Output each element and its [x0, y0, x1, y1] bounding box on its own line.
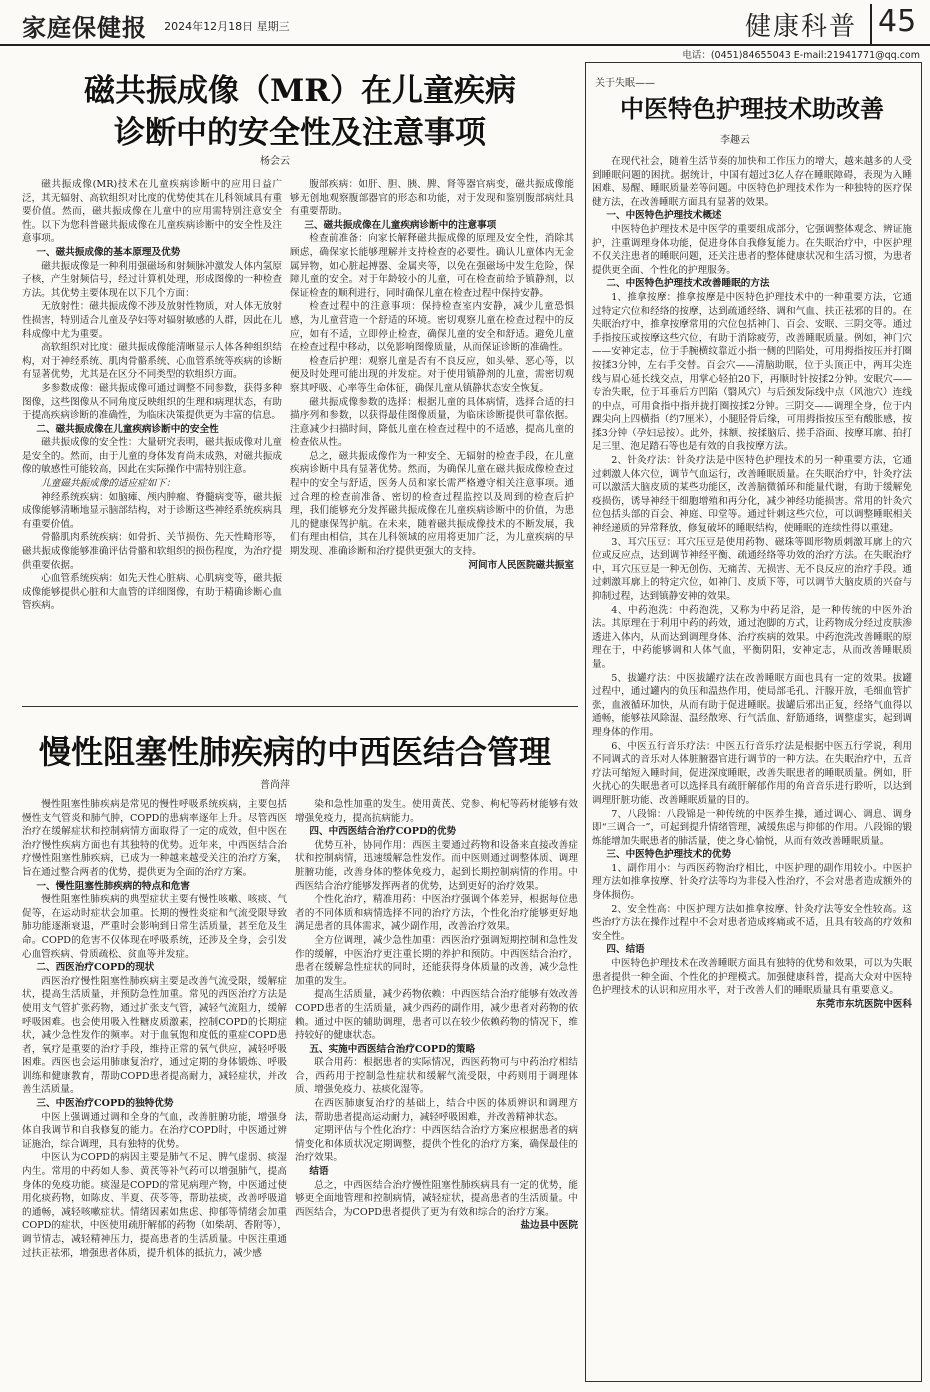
- article1-author: 杨会云: [260, 156, 290, 167]
- source-line: 东莞市东坑医院中医科: [816, 998, 912, 1010]
- section-heading: 结语: [309, 1166, 329, 1178]
- paragraph: 神经系统疾病：如脑瘫、颅内肿瘤、脊髓病变等，磁共振成像能够清晰地显示脑部结构，对于诊断这些神经系统疾病具有重要价值。: [22, 491, 282, 530]
- paragraph: 优势互补，协同作用：西医主要通过药物和设备来直接改善症状和控制病情，迅速缓解急性发作。而中医则通过调整体质、调理脏腑功能，改善身体的整体免疫力，起到长期控制病情的作用。中西医结合治疗能够发挥两者的优势，达到更好的治疗效果。: [295, 839, 578, 892]
- article1-column2: [290, 178, 574, 703]
- subheading: 儿童磁共振成像的适应症如下：: [41, 478, 176, 490]
- section-heading: 五、实施中西医结合治疗COPD的策略: [309, 1043, 476, 1055]
- paragraph: 1、推拿按摩：推拿按摩是中医特色护理技术中的一种重要方法，它通过特定穴位和经络的按摩，达到疏通经络、调和气血、扶正祛邪的目的。在失眠治疗中，推拿按摩常用的穴位包括神门、百会、安眠、三阴交等。通过手指按压或按摩这些穴位，有助于消除疲劳，改善睡眠质量。例如，神门穴——安神定志，位于手腕横纹靠近小指一侧的凹陷处，可用拇指按压并打圈按揉3分钟，左右手交替。百会穴——清脑助眠，位于头顶正中，两耳尖连线与眉心延长线交点，用掌心轻拍20下，再顺时针按揉2分钟。安眠穴——专治失眠，位于耳垂后方凹陷（翳风穴）与后颈发际线中点（风池穴）连线的中点，可用食指中指并拢打圈按揉2分钟。三阴交——调理全身，位于内踝尖向上四横指（约7厘米），小腿胫骨后缘，可用拇指按压至有酸胀感，按揉3分钟（孕妇忌按）。此外，抹额、按揉脑后、搓手浴面、按摩耳廓、拍打足三里、泡足踏石等也是有效的自我按摩方法。: [592, 291, 912, 453]
- paragraph: 西医治疗慢性阻塞性肺疾病主要是改善气流受限，缓解症状，提高生活质量，并预防急性加重。常见的西医治疗方法是使用支气管扩张药物，通过扩张支气管，减轻气流阻力，缓解呼吸困难。也会使用吸入性糖皮质激素，控制COPD的长期症状，减少急性发作的频率。对于血氧饱和度低的重症COPD患者，氧疗是重要的治疗手段，维持正常的氧气供应，减轻呼吸困难。西医也会运用肺康复治疗，通过定期的身体锻炼、呼吸训练和健康教育，帮助COPD患者提高耐力，减轻症状，并改善生活质量。: [22, 975, 287, 1096]
- article3-kicker: 关于失眠——: [595, 78, 655, 89]
- article2-title: 慢性阻塞性肺疾病的中西医结合管理: [38, 733, 551, 771]
- paragraph: 磁共振成像是一种利用强磁场和射频脉冲激发人体内氢原子核，产生射频信号，经过计算机处理，形成图像的一种检查方法。其优势主要体现在以下几个方面：: [22, 260, 282, 299]
- contact-info: 电话：(0451)84655043 E-mail:21941771@qq.com: [682, 50, 920, 61]
- paragraph: 提高生活质量，减少药物依赖：中西医结合治疗能够有效改善COPD患者的生活质量，减少西药的副作用，减少患者对药物的依赖。通过中医的辅助调理，患者可以在较少依赖药物的情况下，维持较好的健康状态。: [295, 989, 578, 1042]
- source-line: 盐边县中医院: [520, 1220, 578, 1232]
- paragraph: 中医上强调通过调和全身的气血，改善脏腑功能，增强身体自我调节和自我修复的能力。在治疗COPD时，中医通过辨证施治，综合调理，具有独特的优势。: [22, 1111, 287, 1150]
- paragraph: 无放射性：磁共振成像不涉及放射性物质，对人体无放射性损害，特别适合儿童及孕妇等对辐射敏感的人群，因此在儿科成像中尤为重要。: [22, 301, 282, 340]
- paragraph: 6、中医五行音乐疗法：中医五行音乐疗法是根据中医五行学说，利用不同调式的音乐对人体脏腑器官进行调节的一种方法。在失眠治疗中，五音疗法可缩短入睡时间，促进深度睡眠，改善失眠患者的睡眠质量。例如，肝火扰心的失眠患者可以选择具有疏肝解郁作用的角音音乐进行聆听，以达到调理肝脏功能、改善睡眠质量的目的。: [592, 740, 912, 806]
- section-heading: 二、中医特色护理技术改善睡眠的方法: [606, 278, 770, 290]
- section-heading: 三、中医特色护理技术的优势: [606, 849, 732, 861]
- newspaper-name: 家庭保健报: [22, 13, 147, 42]
- issue-date: 2024年12月18日 星期三: [164, 19, 290, 33]
- paragraph: 中医特色护理技术在改善睡眠方面具有独特的优势和效果，可以为失眠患者提供一种全面、个性化的护理模式。加强健康科普，提高大众对中医特色护理技术的认识和应用水平，对于改善人们的睡眠质量具有重要意义。: [592, 958, 912, 997]
- article1-column1: [22, 178, 282, 703]
- paragraph: 磁共振成像参数的选择：根据儿童的具体病情，选择合适的扫描序列和参数，以获得最佳图像质量，为临床诊断提供可靠依据。注意减少扫描时间，降低儿童在检查过程中的不适感，提高儿童的检查依从性。: [290, 396, 574, 449]
- paragraph: 4、中药泡洗：中药泡洗，又称为中药足浴，是一种传统的中医外治法。其原理在于利用中药的药效，通过泡脚的方式，让药物成分经过皮肤渗透进入体内，从而达到调理身体、治疗疾病的效果。中药泡洗改善睡眠的原理在于，中药能够调和人体气血，平衡阴阳，安神定志，从而改善睡眠质量。: [592, 604, 912, 670]
- paragraph: 染和急性加重的发生。使用黄芪、党参、枸杞等药材能够有效增强免疫力，提高抗病能力。: [295, 799, 578, 824]
- paragraph: 2、安全性高：中医护理方法如推拿按摩、针灸疗法等安全性较高。这些治疗方法在操作过程中不会对患者造成疼痛或不适，且具有较高的疗效和安全性。: [592, 903, 912, 942]
- paragraph: 定期评估与个性化治疗：中西医结合治疗方案应根据患者的病情变化和体质状况定期调整，提供个性化的治疗方案，确保最佳的治疗效果。: [295, 1125, 578, 1164]
- paragraph: 中医认为COPD的病因主要是肺气不足、脾气虚弱、痰湿内生。常用的中药如人参、黄芪等补气药可以增强肺气，提高身体的免疫功能。痰湿是COPD的常见病理产物，中医通过使用化痰药物，如陈皮、半夏、茯苓等，帮助祛痰，改善呼吸道的通畅，减轻咳嗽症状。情绪因素如焦虑、抑郁等情绪会加重COPD的症状，中医使用疏肝解郁的药物（如柴胡、香附等），调节情志，减轻精神压力，提高患者的生活质量。中医注重通过扶正祛邪，增强患者体质，提升机体的抵抗力，减少感: [22, 1152, 287, 1259]
- paragraph: 全方位调理，减少急性加重：西医治疗强调短期控制和急性发作的缓解，中医治疗更注重长期的养护和预防。中西医结合治疗，患者在缓解急性症状的同时，还能获得身体质量的改善，减少急性加重的发生。: [295, 934, 578, 987]
- section-heading: 一、中医特色护理技术概述: [606, 210, 722, 222]
- paragraph: 检查过程中的注意事项：保持检查室内安静，减少儿童恐惧感，为儿童营造一个舒适的环境。密切观察儿童在检查过程中的反应，如有不适，立即停止检查，确保儿童的安全和舒适。避免儿童在检查过程中移动，以免影响图像质量，从而保证诊断的准确性。: [290, 301, 574, 354]
- paragraph: 检查前准备：向家长解释磁共振成像的原理及安全性，消除其顾虑，确保家长能够理解并支持检查的必要性。确认儿童体内无金属异物，如心脏起搏器、金属夹等，以免在强磁场中发生危险，保障儿童的安全。对于年龄较小的儿童，可在检查前给予镇静剂，以保证检查的顺利进行，同时确保儿童在检查过程中保持安静。: [290, 233, 574, 299]
- paragraph: 心血管系统疾病：如先天性心脏病、心肌病变等，磁共振成像能够提供心脏和大血管的详细图像，有助于精确诊断心血管疾病。: [22, 573, 282, 612]
- section-heading: 四、结语: [606, 944, 645, 956]
- paragraph: 7、八段锦：八段锦是一种传统的中医养生操，通过调心、调息、调身即“三调合一”，可起到提升情绪管理，减缓焦虑与抑郁的作用。八段锦的锻炼能增加失眠患者的肺活量，使之身心愉悦，从而有效改善睡眠质量。: [592, 808, 912, 847]
- source-line: 河间市人民医院磁共振室: [468, 559, 574, 571]
- section-heading: 二、磁共振成像在儿童疾病诊断中的安全性: [36, 423, 219, 435]
- paragraph: 3、耳穴压豆：耳穴压豆是使用药物、磁珠等圆形物质刺激耳廓上的穴位或反应点，达到调节神经平衡、疏通经络等功效的治疗方法。在失眠治疗中，耳穴压豆是一种无创伤、无痛苦、无损害、无不良反应的治疗手段。通过刺激耳廓上的特定穴位，如神门、皮质下等，可以调节大脑皮质的兴奋与抑制过程，达到镇静安神的效果。: [592, 536, 912, 602]
- section-heading: 三、磁共振成像在儿童疾病诊断中的注意事项: [304, 219, 497, 231]
- article2-column1: [22, 798, 287, 1373]
- section-heading: 一、慢性阻塞性肺疾病的特点和危害: [36, 880, 190, 892]
- article-divider: [22, 706, 578, 707]
- paragraph: 磁共振成像的安全性：大量研究表明，磁共振成像对儿童是安全的。然而，由于儿童的身体发育尚未成熟，对磁共振成像的敏感性可能较高，因此在实际操作中需特别注意。: [22, 437, 282, 476]
- paragraph: 检查后护理：观察儿童是否有不良反应，如头晕、恶心等，以便及时处理可能出现的并发症。对于使用镇静剂的儿童，需密切观察其呼吸、心率等生命体征，确保儿童从镇静状态安全恢复。: [290, 355, 574, 394]
- article1-title: [40, 70, 560, 160]
- section-heading: 三、中医治疗COPD的独特优势: [36, 1098, 174, 1110]
- page-number: 45: [870, 4, 925, 46]
- article1-title-line2: 诊断中的安全性及注意事项: [114, 115, 486, 151]
- paragraph: 腹部疾病：如肝、胆、胰、脾、肾等器官病变，磁共振成像能够无创地观察腹部器官的形态和功能，对于发现和鉴别腹部病灶具有重要帮助。: [290, 179, 574, 218]
- paragraph: 联合用药：根据患者的实际情况，西医药物可与中药治疗相结合，西药用于控制急性症状和缓解气流受限，中药则用于调理体质、增强免疫力、祛痰化湿等。: [295, 1057, 578, 1096]
- paragraph: 慢性阻塞性肺疾病的典型症状主要有慢性咳嗽、咳痰、气促等，在运动时症状会加重。长期的慢性炎症和气流受限导致肺功能逐渐衰退，严重时会影响到日常生活质量，甚至危及生命。COPD的危害不仅体现在呼吸系统，还涉及全身，会引发心血管疾病、骨质疏松、贫血等并发症。: [22, 894, 287, 960]
- paragraph: 慢性阻塞性肺疾病是常见的慢性呼吸系统疾病，主要包括慢性支气管炎和肺气肿，COPD的患病率逐年上升。尽管西医治疗在缓解症状和控制病情方面取得了一定的成效，但中医在治疗慢性疾病方面也有其独特的优势。近年来，中西医结合治疗慢性阻塞性肺疾病，已成为一种越来越受关注的治疗方案，旨在通过整合两者的优势，提供更为全面的治疗方案。: [22, 799, 287, 878]
- article2-column2: [295, 798, 578, 1373]
- paragraph: 1、副作用小：与西医药物治疗相比，中医护理的副作用较小。中医护理方法如推拿按摩、针灸疗法等均为非侵入性治疗，不会对患者造成额外的身体损伤。: [592, 862, 912, 902]
- paragraph: 磁共振成像(MR)技术在儿童疾病诊断中的应用日益广泛，其无辐射、高软组织对比度的优势使其在儿科领域具有重要价值。然而，磁共振成像在儿童中的应用需特别注意安全性。以下为您科普磁共振成像在儿童疾病诊断中的安全性及注意事项。: [22, 179, 282, 245]
- paragraph: 高软组织对比度：磁共振成像能清晰显示人体各种组织结构，对于神经系统、肌肉骨骼系统、心血管系统等疾病的诊断有显著优势，尤其是在区分不同类型的软组织方面。: [22, 342, 282, 381]
- section-heading: 四、中西医结合治疗COPD的优势: [309, 826, 457, 838]
- paragraph: 在西医肺康复治疗的基础上，结合中医的体质辨识和调理方法，帮助患者提高运动耐力，减轻呼吸困难，并改善精神状态。: [295, 1098, 578, 1123]
- article3-title: 中医特色护理技术助改善: [620, 94, 884, 123]
- article3-column: [592, 155, 912, 1373]
- paragraph: 2、针灸疗法：针灸疗法是中医特色护理技术的另一种重要方法，它通过刺激人体穴位，调节气血运行，改善睡眠质量。在失眠治疗中，针灸疗法可以激活大脑皮质的某些功能区，改善脑微循环和能量代谢，有助于缓解免疫损伤，诱导神经干细胞增殖和再分化，减少神经功能损害。常用的针灸穴位包括头部的百会、神庭、印堂等。通过针刺这些穴位，可以调整睡眠相关神经递质的异常释放，修复破坏的睡眠结构，使睡眠的连续性得以重建。: [592, 455, 912, 535]
- paragraph: 总之，中西医结合治疗慢性阻塞性肺疾病具有一定的优势，能够更全面地管理和控制病情，减轻症状，提高患者的生活质量。中西医结合，为COPD患者提供了更为有效和综合的治疗方案。: [295, 1179, 578, 1218]
- article2-author: 普尚萍: [260, 780, 290, 791]
- paragraph: 中医特色护理技术是中医学的重要组成部分，它强调整体观念、辨证施护，注重调理身体功能，促进身体自我修复能力。在失眠治疗中，中医护理不仅关注患者的睡眠问题，还关注患者的整体健康状况和生活习惯，为患者提供更全面、个性化的护理服务。: [592, 223, 912, 276]
- paragraph: 总之，磁共振成像作为一种安全、无辐射的检查手段，在儿童疾病诊断中具有显著优势。然而，为确保儿童在磁共振成像检查过程中的安全与舒适，医务人员和家长需严格遵守相关注意事项。通过合理的检查前准备、密切的检查过程监控以及周到的检查后护理，我们能够充分发挥磁共振成像在儿童疾病诊断中的价值，为患儿的健康保驾护航。在未来，随着磁共振成像技术的不断发展，我们有理由相信，其在儿科领域的应用将更加广泛，为儿童疾病的早期发现、准确诊断和治疗提供更强大的支持。: [290, 450, 574, 558]
- section-heading: 二、西医治疗COPD的现状: [36, 962, 155, 974]
- article3-author: 李趣云: [720, 135, 750, 146]
- article1-title-line1: 磁共振成像（MR）在儿童疾病: [83, 73, 517, 109]
- section-name: 健康科普: [745, 12, 858, 42]
- section-heading: 一、磁共振成像的基本原理及优势: [36, 246, 181, 258]
- paragraph: 5、拔罐疗法：中医拔罐疗法在改善睡眠方面也具有一定的效果。拔罐过程中，通过罐内的负压和温热作用，使局部毛孔、汗腺开放，毛细血管扩张，血液循环加快，从而有助于促进睡眠。拔罐后邪出正复，经络气血得以通畅，能够祛风除湿、温经散寒、行气活血、舒筋通络，调整虚实，起到调理身体的作用。: [592, 672, 912, 738]
- paragraph: 骨骼肌肉系统疾病：如骨折、关节损伤、先天性畸形等，磁共振成像能够准确评估骨骼和软组织的损伤程度，为治疗提供重要依据。: [22, 532, 282, 571]
- paragraph: 多参数成像：磁共振成像可通过调整不同参数，获得多种图像，这些图像从不同角度反映组织的生理和病理状态，有助于提高疾病诊断的准确性，为临床决策提供更为丰富的信息。: [22, 382, 282, 422]
- paragraph: 个性化治疗，精准用药：中医治疗强调个体差异，根据每位患者的不同体质和病情选择不同的治疗方法，个性化治疗能够更好地满足患者的具体需求，减少副作用，改善治疗效果。: [295, 894, 578, 933]
- header-divider: [0, 44, 930, 46]
- paragraph: 在现代社会，随着生活节奏的加快和工作压力的增大，越来越多的人受到睡眠问题的困扰。据统计，中国有超过3亿人存在睡眠障碍，表现为入睡困难、易醒、睡眠质量差等问题。中医特色护理技术作为一种独特的医疗保健方法，在改善睡眠方面具有显著的效果。: [592, 156, 912, 208]
